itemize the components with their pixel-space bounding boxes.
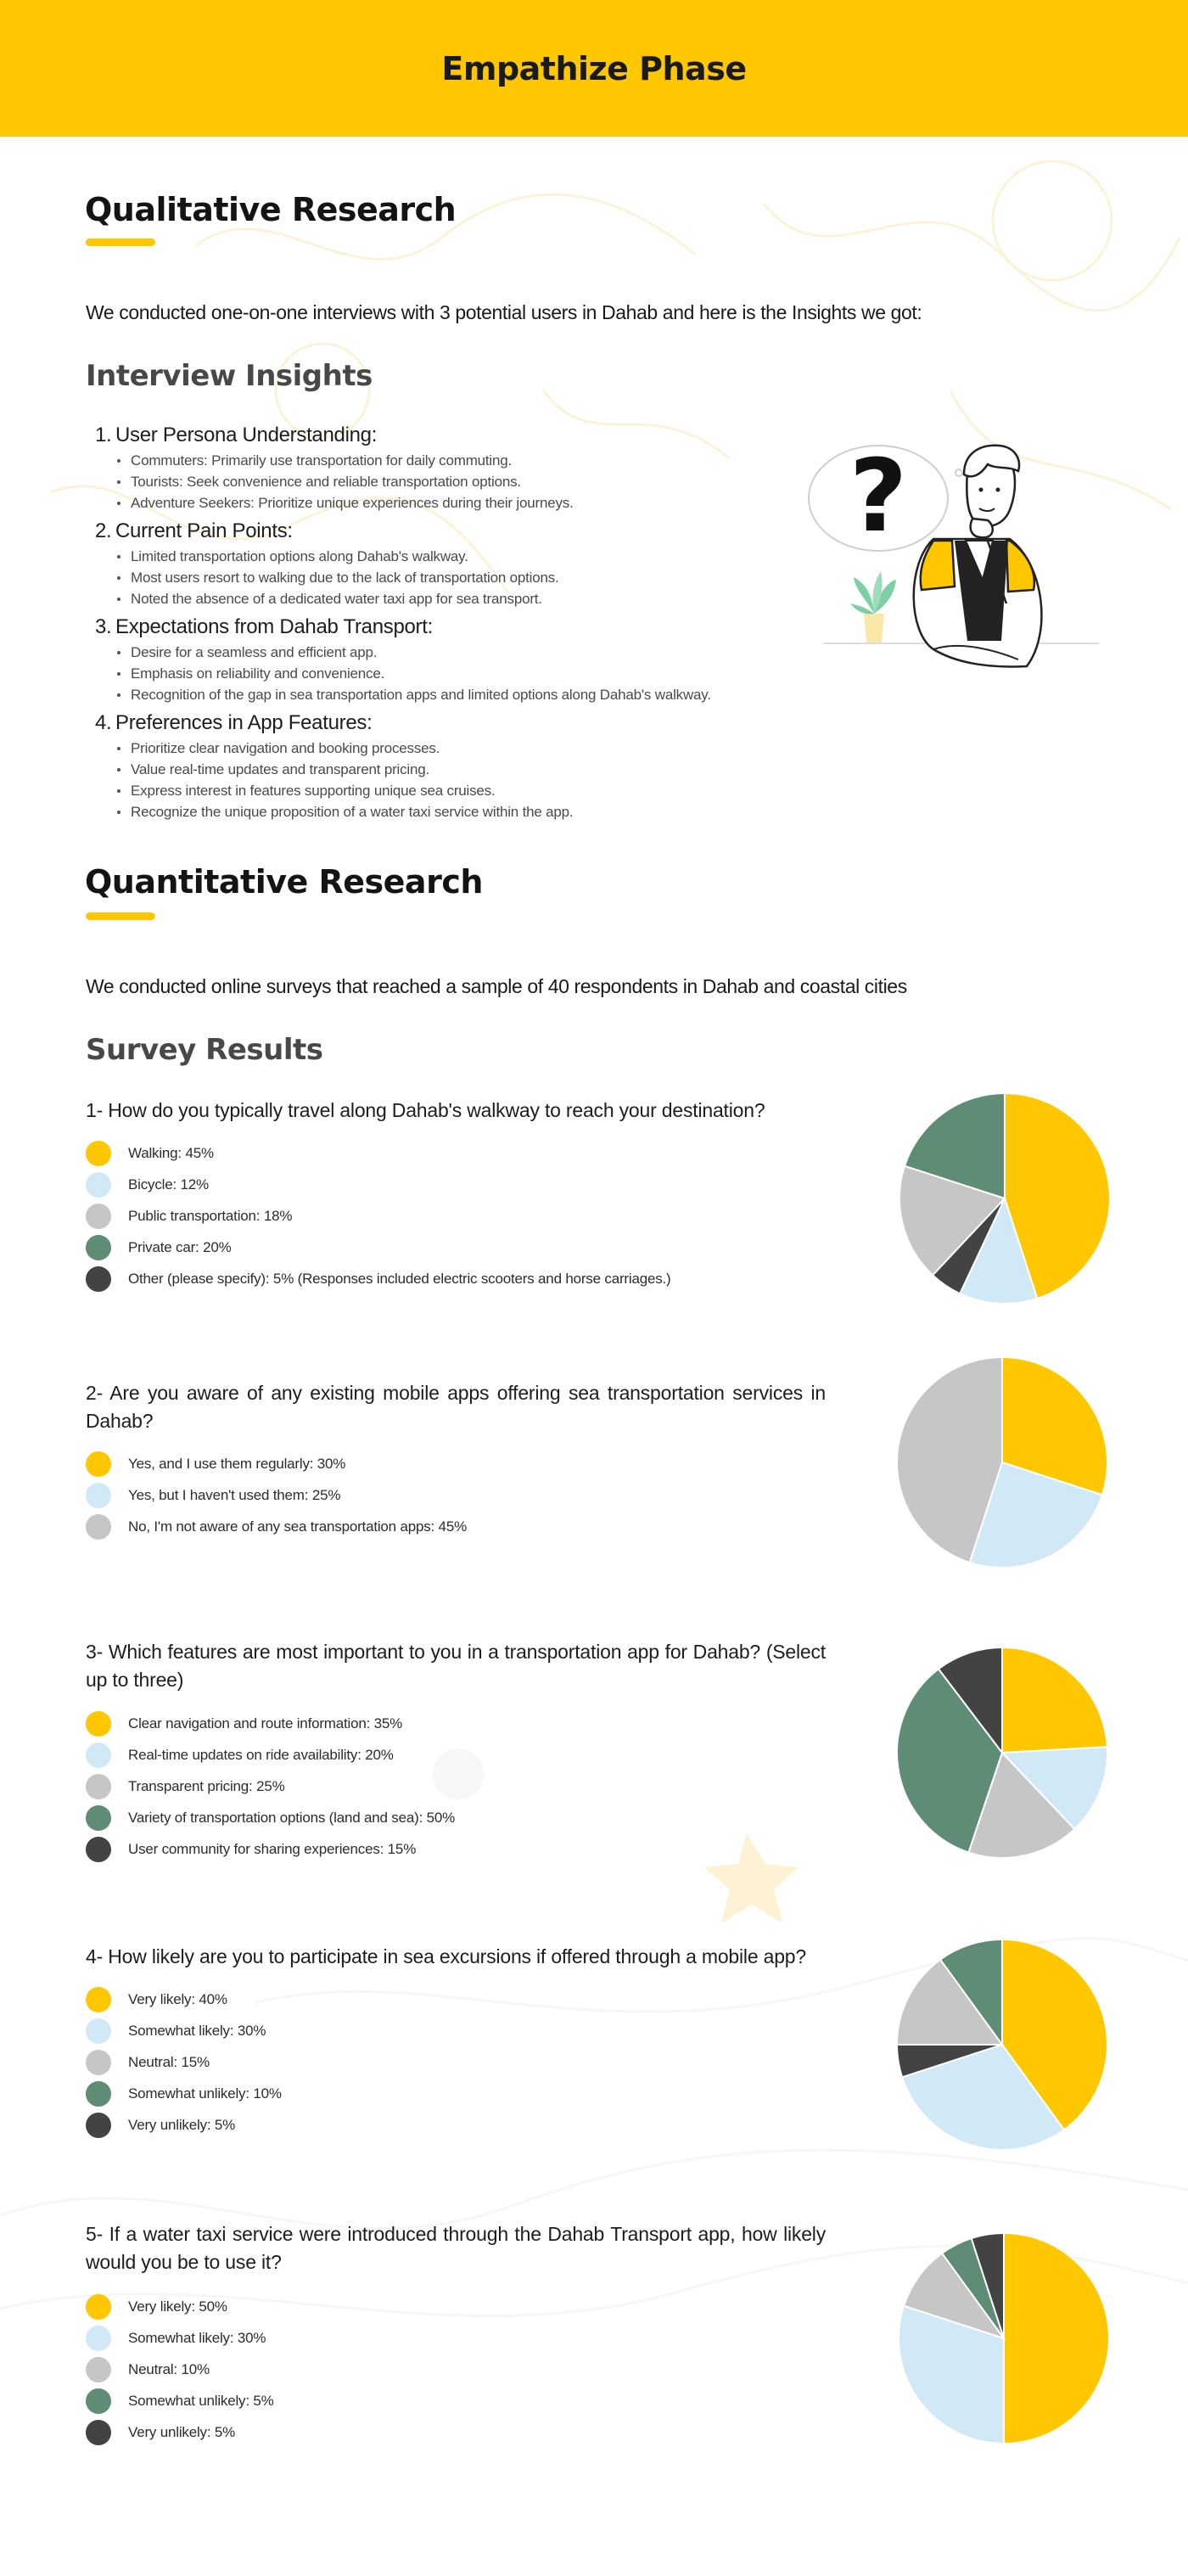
insight-heading-text: Expectations from Dahab Transport: <box>115 615 433 638</box>
legend-swatch <box>86 1451 111 1477</box>
pie-slice <box>1004 2233 1109 2444</box>
insight-group <box>95 517 791 609</box>
legend-item <box>86 2385 274 2416</box>
survey-question: 2- Are you aware of any existing mobile apps offering sea transportation services in Dahab? <box>86 1382 826 1432</box>
legend-label: Very likely: 40% <box>128 1990 227 2007</box>
legend-label: Walking: 45% <box>128 1144 214 1161</box>
legend-item <box>86 1137 671 1169</box>
legend-swatch <box>86 2420 111 2445</box>
insight-bullet: Desire for a seamless and efficient app. <box>131 642 791 663</box>
pie-chart <box>895 1938 1109 2152</box>
legend-item <box>86 2291 274 2322</box>
legend-label: Private car: 20% <box>128 1238 232 1255</box>
legend-item <box>86 1448 467 1479</box>
legend-label: Transparent pricing: 25% <box>128 1777 285 1794</box>
legend-label: Neutral: 10% <box>128 2360 210 2377</box>
insight-heading-text: User Persona Understanding: <box>115 424 378 446</box>
legend-item <box>86 1263 671 1294</box>
survey-question: 1- How do you typically travel along Dahab's walkway to reach your destination? <box>86 1099 765 1121</box>
legend-swatch <box>86 1837 111 1862</box>
pie-slice <box>1002 1647 1107 1753</box>
insight-bullet: Noted the absence of a dedicated water taxi app for sea transport. <box>131 588 791 609</box>
legend-swatch <box>86 1711 111 1737</box>
legend-swatch <box>86 1805 111 1831</box>
insight-bullet: Limited transportation options along Dahab's walkway. <box>131 546 791 567</box>
title-underline <box>86 239 155 246</box>
legend-label: Other (please specify): 5% (Responses included electric scooters and horse carriages.) <box>128 1270 671 1287</box>
legend-label: Very unlikely: 5% <box>128 2116 236 2133</box>
pie-chart <box>897 2231 1111 2445</box>
legend-swatch <box>86 2113 111 2138</box>
legend-label: Yes, but I haven't used them: 25% <box>128 1486 341 1503</box>
question-mark-icon: ? <box>849 437 908 554</box>
legend-swatch <box>86 1141 111 1166</box>
chart-legend <box>86 1708 455 1865</box>
legend-swatch <box>86 1743 111 1768</box>
legend-label: Real-time updates on ride availability: 20% <box>128 1746 394 1763</box>
insight-heading <box>95 517 791 546</box>
insight-bullets <box>95 642 791 705</box>
insight-bullet: Emphasis on reliability and convenience. <box>131 663 791 684</box>
insight-number: 1. <box>95 424 112 446</box>
legend-item <box>86 2322 274 2354</box>
legend-swatch <box>86 2326 111 2351</box>
legend-label: Clear navigation and route information: 35% <box>128 1715 403 1731</box>
insight-bullet: Most users resort to walking due to the lack of transportation options. <box>131 567 791 588</box>
insight-heading <box>95 613 791 642</box>
insight-bullet: Adventure Seekers: Prioritize unique experiences during their journeys. <box>131 492 791 514</box>
qualitative-title: Qualitative Research <box>85 191 457 228</box>
insights-title: Interview Insights <box>86 359 373 393</box>
insight-group <box>95 613 791 705</box>
legend-swatch <box>86 1514 111 1540</box>
legend-swatch <box>86 1774 111 1799</box>
insight-bullet: Recognize the unique proposition of a water taxi service within the app. <box>131 801 791 822</box>
insight-number: 4. <box>95 711 112 734</box>
insight-bullets <box>95 738 791 822</box>
legend-item <box>86 1833 455 1865</box>
legend-swatch <box>86 2357 111 2382</box>
legend-item <box>86 2416 274 2448</box>
chart-legend <box>86 1448 467 1542</box>
survey-results-title: Survey Results <box>86 1033 323 1067</box>
legend-swatch <box>86 1483 111 1508</box>
legend-item <box>86 2078 282 2109</box>
legend-swatch <box>86 1266 111 1292</box>
legend-swatch <box>86 1172 111 1198</box>
insights-list <box>95 421 791 826</box>
legend-label: Very likely: 50% <box>128 2298 227 2315</box>
legend-swatch <box>86 1204 111 1229</box>
title-underline <box>86 912 155 920</box>
pie-chart <box>895 1355 1109 1569</box>
chart-legend <box>86 2291 274 2448</box>
legend-item <box>86 1200 671 1232</box>
legend-swatch <box>86 2081 111 2107</box>
pie-chart <box>898 1092 1112 1305</box>
legend-swatch <box>86 2388 111 2414</box>
insight-bullets <box>95 450 791 514</box>
legend-item <box>86 1802 455 1833</box>
thinking-person-illustration <box>806 437 1103 675</box>
legend-label: Very unlikely: 5% <box>128 2423 236 2440</box>
legend-label: Somewhat unlikely: 5% <box>128 2392 274 2409</box>
legend-item <box>86 1232 671 1263</box>
insight-heading <box>95 709 791 738</box>
survey-question: 5- If a water taxi service were introduced through the Dahab Transport app, how likely would you be to use it? <box>86 2223 826 2273</box>
page-title: Empathize Phase <box>441 49 747 87</box>
legend-item <box>86 1479 467 1511</box>
chart-legend <box>86 1137 671 1294</box>
legend-item <box>86 2015 282 2046</box>
insight-bullet: Prioritize clear navigation and booking processes. <box>131 738 791 759</box>
pie-chart <box>895 1646 1109 1860</box>
legend-label: No, I'm not aware of any sea transportation apps: 45% <box>128 1518 467 1535</box>
legend-item <box>86 1511 467 1542</box>
insight-group <box>95 709 791 822</box>
legend-label: Neutral: 15% <box>128 2053 210 2070</box>
legend-label: Bicycle: 12% <box>128 1176 209 1193</box>
insight-bullets <box>95 546 791 609</box>
legend-label: Somewhat likely: 30% <box>128 2022 266 2039</box>
legend-label: Somewhat likely: 30% <box>128 2329 266 2346</box>
page-header <box>0 0 1188 137</box>
chart-legend <box>86 1984 282 2141</box>
legend-label: User community for sharing experiences: 15% <box>128 1840 417 1857</box>
legend-label: Variety of transportation options (land and sea): 50% <box>128 1809 456 1826</box>
plant-icon <box>850 571 896 643</box>
legend-swatch <box>86 2050 111 2075</box>
insight-bullet: Recognition of the gap in sea transportation apps and limited options along Dahab's walkway. <box>131 684 791 705</box>
legend-label: Public transportation: 18% <box>128 1207 293 1224</box>
qualitative-intro: We conducted one-on-one interviews with 3 potential users in Dahab and here is the Insights we got: <box>86 301 922 323</box>
insight-bullet: Tourists: Seek convenience and reliable transportation options. <box>131 471 791 492</box>
legend-label: Somewhat unlikely: 10% <box>128 2085 282 2102</box>
insight-number: 2. <box>95 519 112 542</box>
legend-label: Yes, and I use them regularly: 30% <box>128 1455 346 1472</box>
survey-question: 4- How likely are you to participate in sea excursions if offered through a mobile app? <box>86 1945 806 1967</box>
insight-number: 3. <box>95 615 112 638</box>
legend-item <box>86 1739 455 1771</box>
quantitative-title: Quantitative Research <box>85 863 483 901</box>
legend-item <box>86 1708 455 1739</box>
insight-bullet: Express interest in features supporting unique sea cruises. <box>131 780 791 801</box>
legend-swatch <box>86 1987 111 2012</box>
insight-bullet: Value real-time updates and transparent pricing. <box>131 759 791 780</box>
legend-swatch <box>86 2294 111 2320</box>
legend-item <box>86 1984 282 2015</box>
legend-swatch <box>86 2018 111 2044</box>
survey-question: 3- Which features are most important to you in a transportation app for Dahab? (Select up to three) <box>86 1641 826 1691</box>
insight-bullet: Commuters: Primarily use transportation for daily commuting. <box>131 450 791 471</box>
legend-item <box>86 1771 455 1802</box>
quantitative-intro: We conducted online surveys that reached a sample of 40 respondents in Dahab and coastal cities <box>86 975 907 997</box>
legend-item <box>86 2354 274 2385</box>
legend-swatch <box>86 1235 111 1260</box>
insight-heading <box>95 421 791 450</box>
legend-item <box>86 2046 282 2078</box>
legend-item <box>86 1169 671 1200</box>
insight-heading-text: Current Pain Points: <box>115 519 293 542</box>
legend-item <box>86 2109 282 2141</box>
insight-heading-text: Preferences in App Features: <box>115 711 373 734</box>
insight-group <box>95 421 791 514</box>
